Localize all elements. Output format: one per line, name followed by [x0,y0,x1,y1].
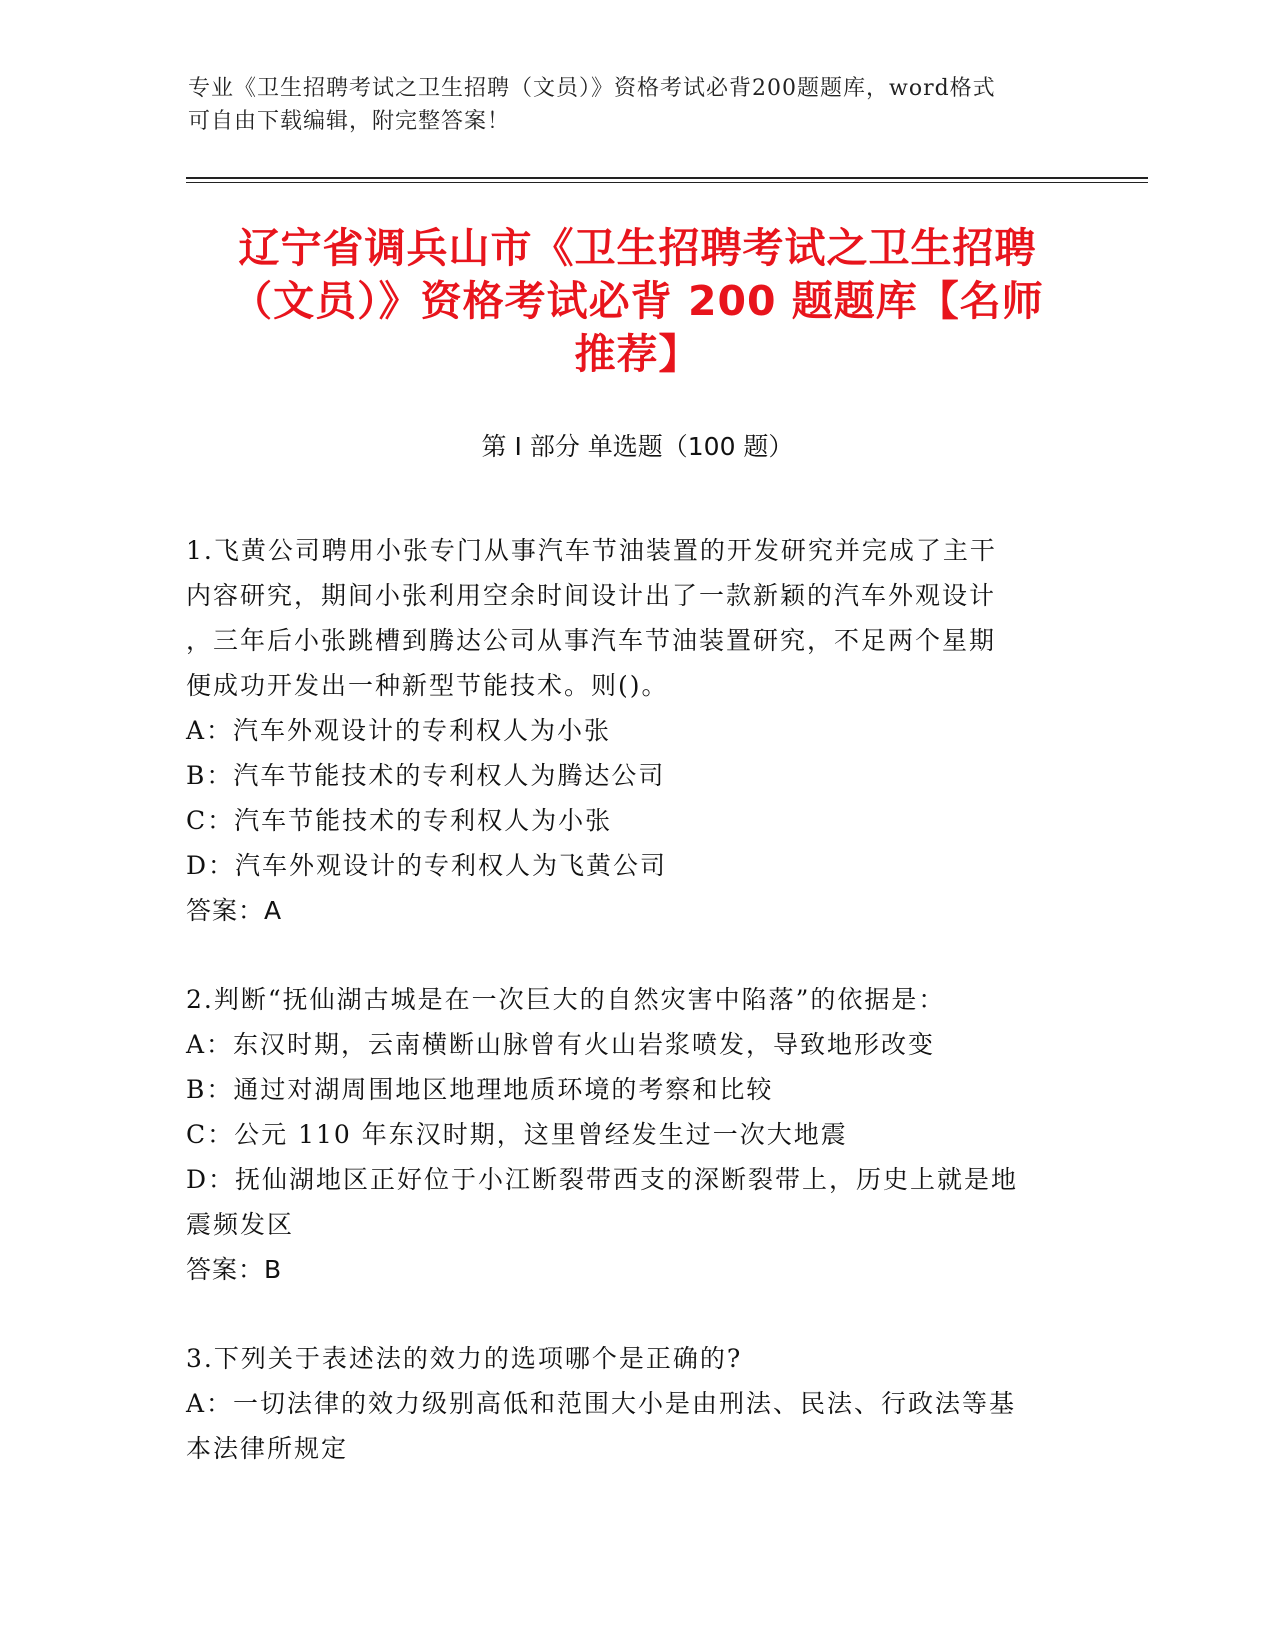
question-line: ，三年后小张跳槽到腾达公司从事汽车节油装置研究，不足两个星期 [186,626,997,655]
option-c: C：公元 110 年东汉时期，这里曾经发生过一次大地震 [186,1120,848,1149]
question-line: 内容研究，期间小张利用空余时间设计出了一款新颖的汽车外观设计 [186,581,997,610]
title-line-3: 推荐】 [574,330,701,378]
document-title [180,222,1095,381]
answer-label: 答案：A [186,896,283,925]
option-a: A：东汉时期，云南横断山脉曾有火山岩浆喷发，导致地形改变 [186,1030,936,1059]
header-divider-thick [186,177,1148,179]
question-line: 便成功开发出一种新型节能技术。则()。 [186,671,669,700]
title-line-1: 辽宁省调兵山市《卫生招聘考试之卫生招聘 [238,224,1037,272]
option-a-continued: 本法律所规定 [186,1434,349,1463]
option-d-continued: 震频发区 [186,1210,295,1239]
title-line-2: （文员）》资格考试必背 200 题题库【名师 [231,277,1044,325]
question-1 [186,528,1081,933]
header-divider-thin [186,182,1148,183]
question-list [186,528,1081,1515]
question-line: 1.飞黄公司聘用小张专门从事汽车节油装置的开发研究并完成了主干 [186,536,997,565]
header-line-2: 可自由下载编辑，附完整答案！ [188,109,511,134]
option-b: B：汽车节能技术的专利权人为腾达公司 [186,761,666,790]
question-3 [186,1336,1081,1471]
question-line: 3.下列关于表述法的效力的选项哪个是正确的? [186,1344,743,1373]
document-header [188,72,1088,138]
option-c: C：汽车节能技术的专利权人为小张 [186,806,613,835]
header-line-1: 专业《卫生招聘考试之卫生招聘（文员）》资格考试必背200题题库，word格式 [188,76,996,101]
section-heading: 第 I 部分 单选题（100 题） [481,432,794,461]
question-line: 2.判断“抚仙湖古城是在一次巨大的自然灾害中陷落”的依据是： [186,985,946,1014]
option-b: B：通过对湖周围地区地理地质环境的考察和比较 [186,1075,774,1104]
question-2 [186,977,1081,1292]
option-d: D：汽车外观设计的专利权人为飞黄公司 [186,851,668,880]
option-a: A：汽车外观设计的专利权人为小张 [186,716,612,745]
option-a: A：一切法律的效力级别高低和范围大小是由刑法、民法、行政法等基 [186,1389,1017,1418]
answer-label: 答案：B [186,1255,283,1284]
option-d: D：抚仙湖地区正好位于小江断裂带西支的深断裂带上，历史上就是地 [186,1165,1019,1194]
